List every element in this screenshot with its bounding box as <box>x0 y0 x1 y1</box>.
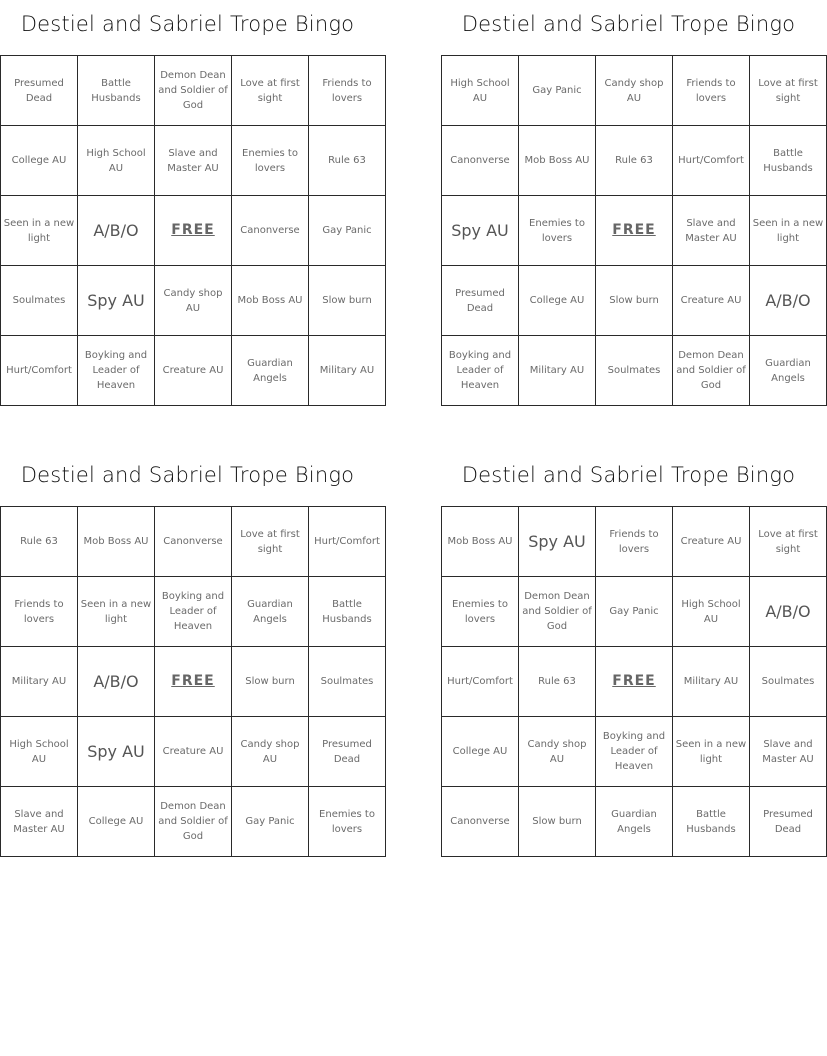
bingo-cell: Seen in a new light <box>78 577 155 647</box>
bingo-cell: Gay Panic <box>309 196 386 266</box>
bingo-cell: Rule 63 <box>1 507 78 577</box>
bingo-row <box>1 266 386 336</box>
bingo-cell: Friends to lovers <box>673 56 750 126</box>
bingo-cell: Military AU <box>309 336 386 406</box>
bingo-cell: Battle Husbands <box>78 56 155 126</box>
bingo-cell: Slow burn <box>596 266 673 336</box>
bingo-cell: Enemies to lovers <box>309 787 386 857</box>
bingo-cell: High School AU <box>78 126 155 196</box>
bingo-row <box>442 126 827 196</box>
bingo-cell: Soulmates <box>309 647 386 717</box>
bingo-row <box>1 787 386 857</box>
bingo-cell: College AU <box>442 717 519 787</box>
bingo-cell: Military AU <box>673 647 750 717</box>
bingo-cell: Hurt/Comfort <box>442 647 519 717</box>
bingo-cell: Mob Boss AU <box>442 507 519 577</box>
bingo-cell: Military AU <box>1 647 78 717</box>
bingo-cell: Demon Dean and Soldier of God <box>519 577 596 647</box>
bingo-grid <box>0 55 386 406</box>
bingo-cell: Gay Panic <box>596 577 673 647</box>
bingo-row <box>442 56 827 126</box>
bingo-cell: Enemies to lovers <box>232 126 309 196</box>
bingo-cell: Candy shop AU <box>155 266 232 336</box>
bingo-cell: Guardian Angels <box>232 577 309 647</box>
bingo-cell: Presumed Dead <box>750 787 827 857</box>
bingo-cell: Spy AU <box>519 507 596 577</box>
bingo-cell: Friends to lovers <box>596 507 673 577</box>
bingo-cell: Presumed Dead <box>442 266 519 336</box>
bingo-cell: Love at first sight <box>232 56 309 126</box>
card-title: Destiel and Sabriel Trope Bingo <box>20 463 355 487</box>
bingo-cell: Slow burn <box>519 787 596 857</box>
bingo-cell: Love at first sight <box>750 507 827 577</box>
bingo-cell: High School AU <box>442 56 519 126</box>
bingo-row <box>442 787 827 857</box>
bingo-cell: Soulmates <box>750 647 827 717</box>
bingo-cell: Seen in a new light <box>750 196 827 266</box>
bingo-row <box>1 717 386 787</box>
card-title: Destiel and Sabriel Trope Bingo <box>20 12 355 36</box>
bingo-cell: Friends to lovers <box>1 577 78 647</box>
bingo-cell: Spy AU <box>78 717 155 787</box>
bingo-cell: Creature AU <box>673 266 750 336</box>
bingo-cell: Presumed Dead <box>309 717 386 787</box>
bingo-cell: Demon Dean and Soldier of God <box>673 336 750 406</box>
bingo-cell: Battle Husbands <box>309 577 386 647</box>
bingo-cell: Love at first sight <box>750 56 827 126</box>
bingo-cell: Soulmates <box>596 336 673 406</box>
bingo-cell: Creature AU <box>673 507 750 577</box>
bingo-cell: Mob Boss AU <box>78 507 155 577</box>
bingo-cell: Guardian Angels <box>750 336 827 406</box>
bingo-cell: High School AU <box>673 577 750 647</box>
bingo-row <box>442 717 827 787</box>
bingo-cell: Rule 63 <box>309 126 386 196</box>
card-title: Destiel and Sabriel Trope Bingo <box>461 12 796 36</box>
bingo-cell: Slave and Master AU <box>673 196 750 266</box>
bingo-row <box>1 336 386 406</box>
bingo-cell: Canonverse <box>155 507 232 577</box>
bingo-cell: Mob Boss AU <box>519 126 596 196</box>
bingo-cell: Enemies to lovers <box>442 577 519 647</box>
bingo-cell: Canonverse <box>442 126 519 196</box>
bingo-cell: FREE <box>596 647 673 717</box>
bingo-row <box>1 507 386 577</box>
bingo-row <box>1 56 386 126</box>
bingo-cell: Hurt/Comfort <box>1 336 78 406</box>
bingo-row <box>442 266 827 336</box>
bingo-grid <box>441 506 827 857</box>
bingo-cell: Boyking and Leader of Heaven <box>596 717 673 787</box>
bingo-cell: Gay Panic <box>232 787 309 857</box>
bingo-cell: Seen in a new light <box>1 196 78 266</box>
bingo-cell: Hurt/Comfort <box>673 126 750 196</box>
bingo-cell: Demon Dean and Soldier of God <box>155 787 232 857</box>
bingo-grid <box>441 55 827 406</box>
bingo-cell: Hurt/Comfort <box>309 507 386 577</box>
bingo-cell: Candy shop AU <box>519 717 596 787</box>
bingo-cell: College AU <box>519 266 596 336</box>
bingo-cell: A/B/O <box>750 266 827 336</box>
bingo-grid <box>0 506 386 857</box>
bingo-row <box>442 577 827 647</box>
bingo-cell: Slave and Master AU <box>750 717 827 787</box>
bingo-cell: Boyking and Leader of Heaven <box>155 577 232 647</box>
bingo-row <box>1 577 386 647</box>
bingo-cell: Guardian Angels <box>232 336 309 406</box>
bingo-cell: Rule 63 <box>596 126 673 196</box>
bingo-cell: Slave and Master AU <box>1 787 78 857</box>
bingo-cell: Rule 63 <box>519 647 596 717</box>
bingo-cell: A/B/O <box>750 577 827 647</box>
bingo-cell: Canonverse <box>232 196 309 266</box>
card-title: Destiel and Sabriel Trope Bingo <box>461 463 796 487</box>
bingo-cell: Love at first sight <box>232 507 309 577</box>
bingo-cell: Enemies to lovers <box>519 196 596 266</box>
bingo-row <box>1 196 386 266</box>
bingo-cell: A/B/O <box>78 196 155 266</box>
bingo-cell: Demon Dean and Soldier of God <box>155 56 232 126</box>
bingo-row <box>442 336 827 406</box>
bingo-row <box>442 647 827 717</box>
bingo-cell: Candy shop AU <box>596 56 673 126</box>
bingo-cell: Guardian Angels <box>596 787 673 857</box>
bingo-cell: Seen in a new light <box>673 717 750 787</box>
bingo-cell: FREE <box>155 196 232 266</box>
bingo-cell: Spy AU <box>442 196 519 266</box>
bingo-cell: College AU <box>78 787 155 857</box>
bingo-cell: FREE <box>155 647 232 717</box>
bingo-cell: Creature AU <box>155 336 232 406</box>
bingo-cell: Battle Husbands <box>673 787 750 857</box>
bingo-cell: Mob Boss AU <box>232 266 309 336</box>
bingo-cell: Gay Panic <box>519 56 596 126</box>
bingo-cell: Boyking and Leader of Heaven <box>442 336 519 406</box>
bingo-cell: Boyking and Leader of Heaven <box>78 336 155 406</box>
bingo-cell: College AU <box>1 126 78 196</box>
bingo-cell: Creature AU <box>155 717 232 787</box>
bingo-cell: FREE <box>596 196 673 266</box>
bingo-cell: Slow burn <box>232 647 309 717</box>
bingo-cell: Candy shop AU <box>232 717 309 787</box>
bingo-cell: Spy AU <box>78 266 155 336</box>
bingo-cell: Slave and Master AU <box>155 126 232 196</box>
bingo-row <box>442 196 827 266</box>
bingo-cell: Soulmates <box>1 266 78 336</box>
bingo-cell: Battle Husbands <box>750 126 827 196</box>
bingo-cell: Military AU <box>519 336 596 406</box>
bingo-cell: Slow burn <box>309 266 386 336</box>
bingo-row <box>1 126 386 196</box>
bingo-cell: Presumed Dead <box>1 56 78 126</box>
bingo-cell: A/B/O <box>78 647 155 717</box>
bingo-cell: Canonverse <box>442 787 519 857</box>
bingo-row <box>442 507 827 577</box>
bingo-cell: Friends to lovers <box>309 56 386 126</box>
bingo-cell: High School AU <box>1 717 78 787</box>
bingo-row <box>1 647 386 717</box>
